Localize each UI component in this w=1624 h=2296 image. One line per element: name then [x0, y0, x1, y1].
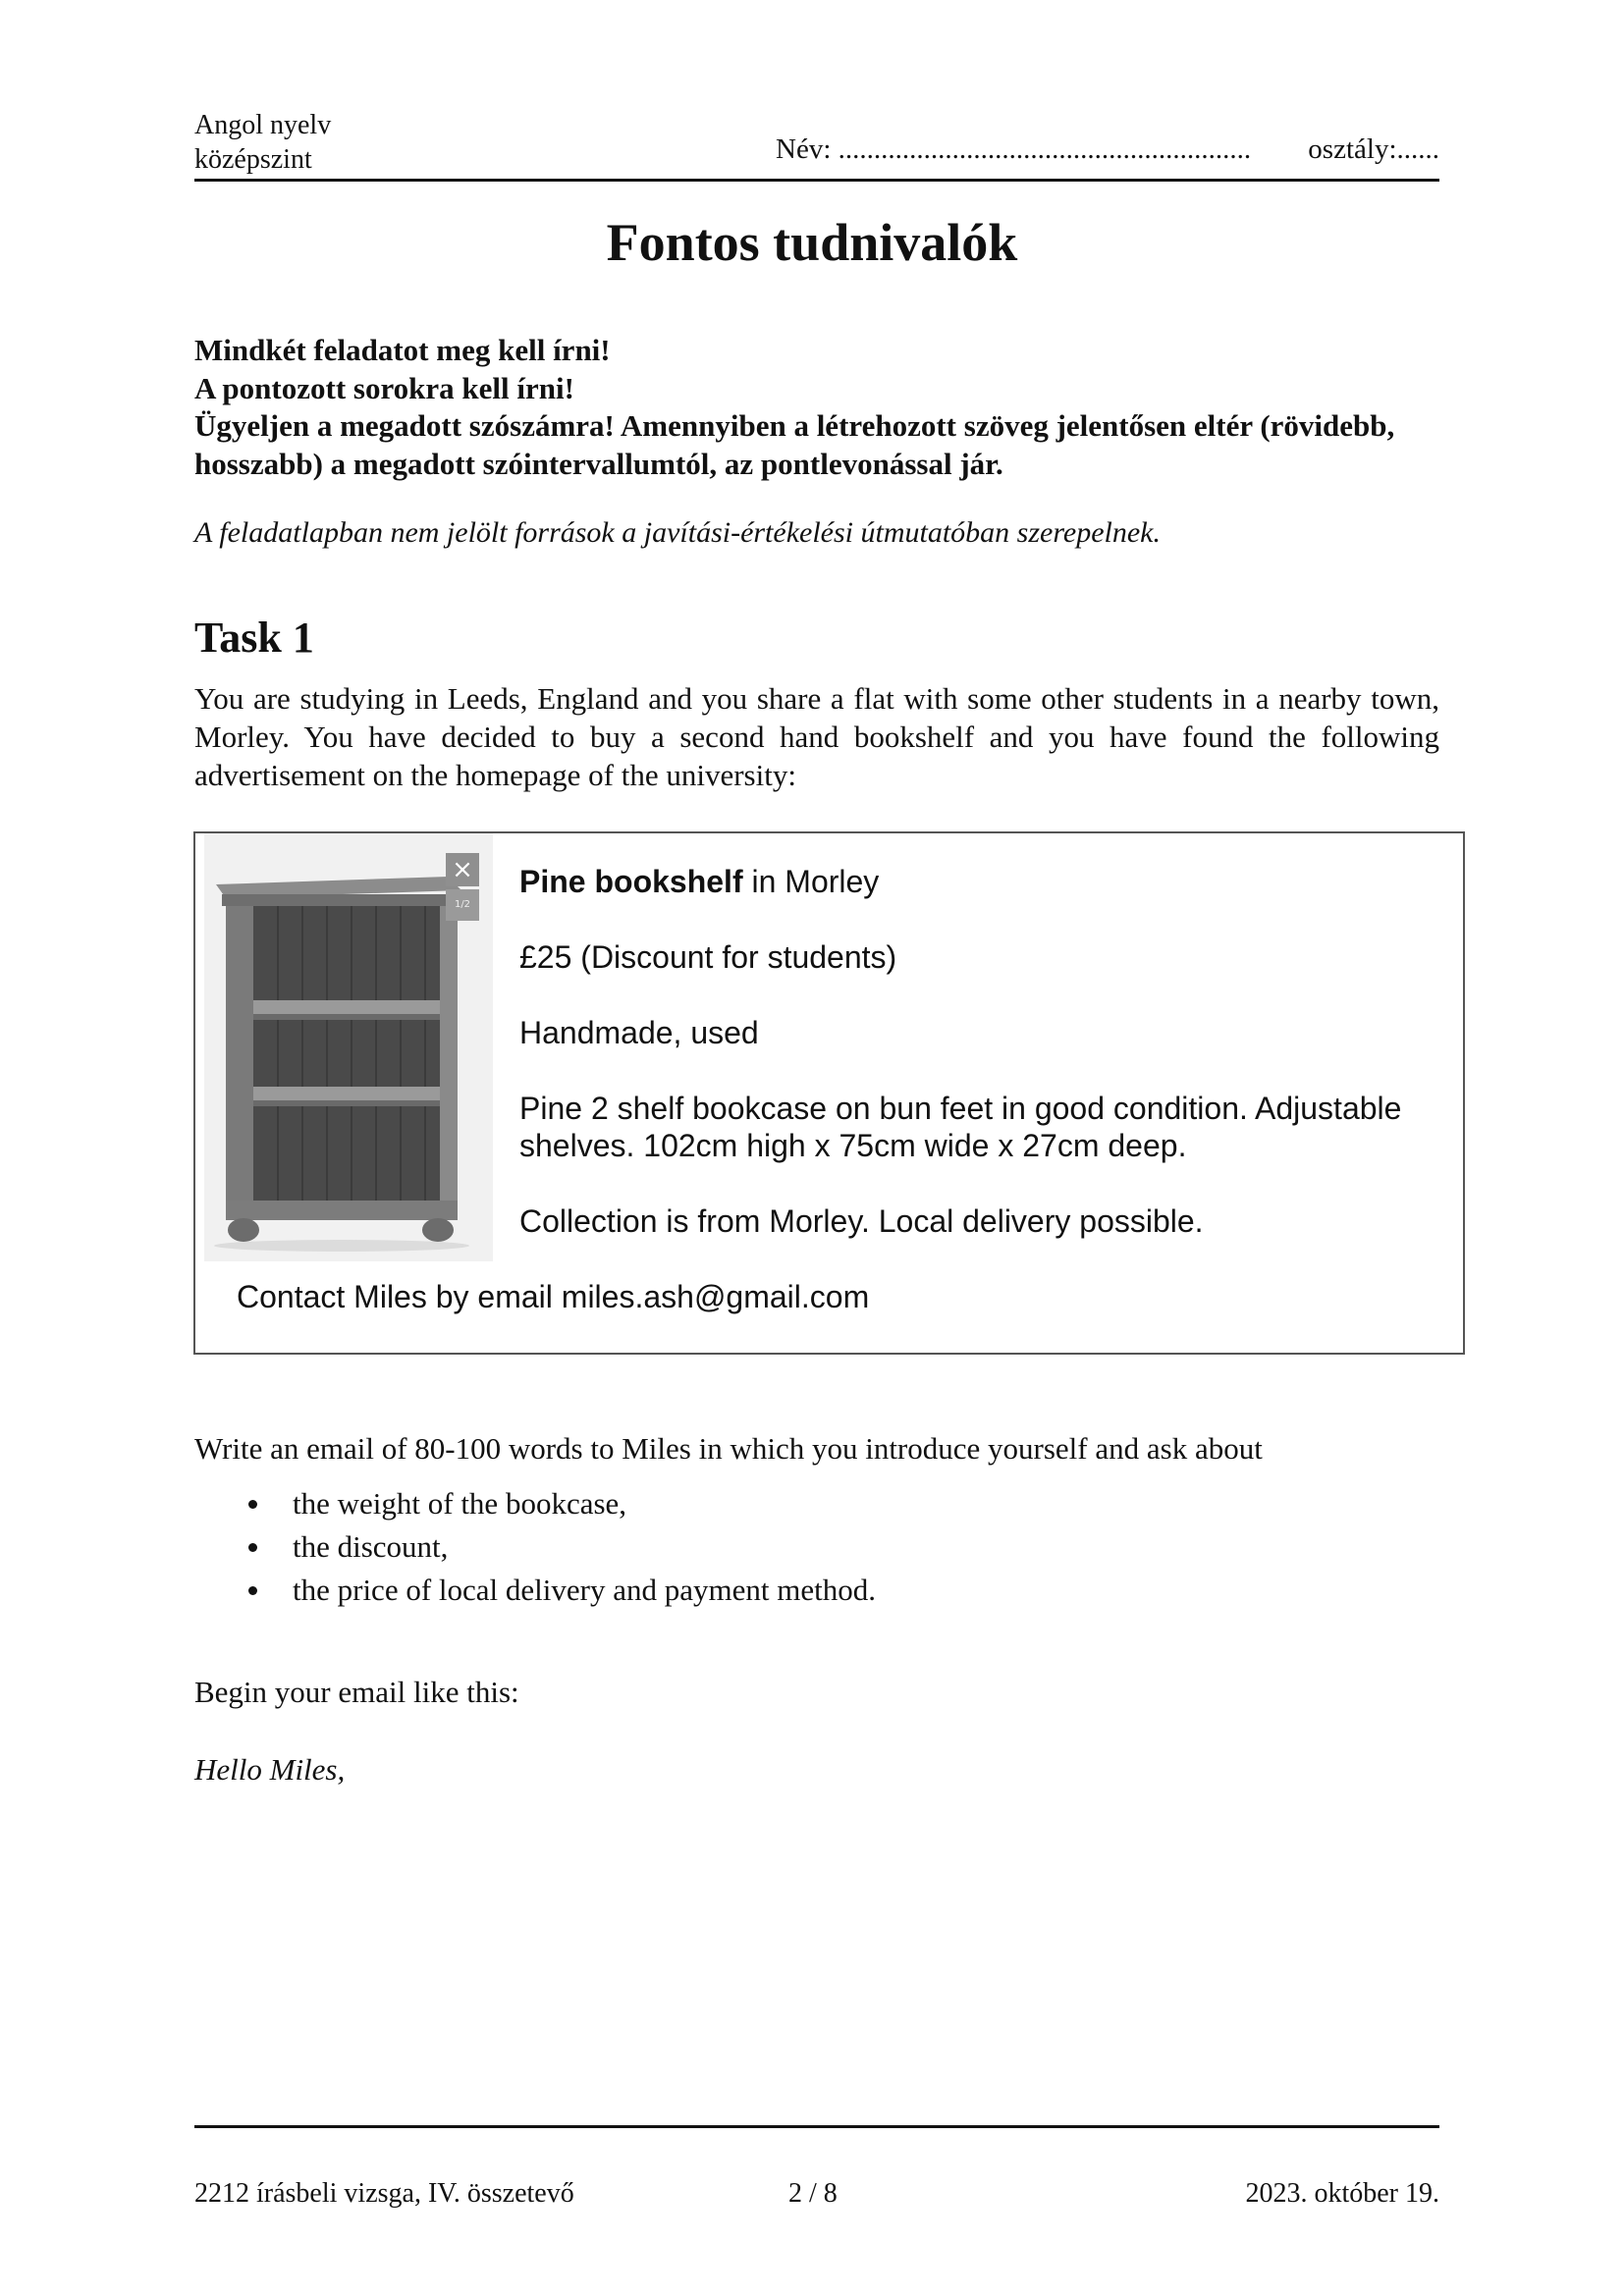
advert-title-bold: Pine bookshelf: [519, 864, 743, 899]
email-greeting: Hello Miles,: [194, 1752, 346, 1787]
instruction-1: Mindkét feladatot meg kell írni!: [194, 333, 611, 367]
advertisement-box: [193, 831, 1465, 1355]
name-field: Név: ..........................................................: [776, 133, 1252, 165]
sources-note: A feladatlapban nem jelölt források a javítási-értékelési útmutatóban szerepelnek.: [194, 516, 1161, 549]
writing-prompt: Write an email of 80-100 words to Miles in which you introduce yourself and ask about: [194, 1431, 1263, 1466]
list-item: [194, 1569, 876, 1612]
advert-price: £25 (Discount for students): [519, 939, 897, 975]
footer-date: 2023. október 19.: [1245, 2178, 1439, 2209]
header-rule: [194, 179, 1439, 182]
task-heading: Task 1: [194, 614, 314, 662]
subject-line-1: Angol nyelv: [194, 110, 332, 140]
point-text: the price of local delivery and payment method.: [293, 1573, 876, 1607]
advert-details: [519, 863, 1462, 1278]
begin-label: Begin your email like this:: [194, 1675, 519, 1709]
task-intro: You are studying in Leeds, England and you share a flat with some other students in a nearby town, Morley. You have decided to buy a second hand bookshelf and you have found the following advertisement on the homepage of the university:: [194, 681, 1439, 792]
advert-collection: Collection is from Morley. Local delivery possible.: [519, 1203, 1204, 1239]
point-text: the discount,: [293, 1529, 449, 1564]
advert-title: [519, 863, 1462, 900]
class-field: osztály:......: [1308, 133, 1439, 165]
bullet-icon: [248, 1500, 257, 1509]
bullet-icon: [248, 1586, 257, 1595]
subject-label: [194, 108, 331, 177]
footer-rule: [194, 2125, 1439, 2128]
point-text: the weight of the bookcase,: [293, 1486, 627, 1521]
close-icon[interactable]: ×: [446, 853, 479, 886]
bullet-icon: [248, 1543, 257, 1552]
advert-title-rest: in Morley: [742, 864, 880, 899]
subject-line-2: középszint: [194, 144, 312, 175]
instructions: [194, 332, 1439, 483]
list-item: [194, 1482, 876, 1525]
advert-condition: Handmade, used: [519, 1015, 759, 1050]
bookshelf-photo: [204, 833, 493, 1261]
instruction-2: A pontozott sorokra kell írni!: [194, 370, 574, 405]
list-item: [194, 1525, 876, 1569]
instruction-3: Ügyeljen a megadott szószámra! Amennyiben a létrehozott szöveg jelentősen eltér (rövidebb, hosszabb) a megadott szóintervallumtól, az pontlevonással jár.: [194, 408, 1395, 481]
advert-contact: Contact Miles by email miles.ash@gmail.com: [237, 1279, 870, 1314]
image-counter: 1/2: [446, 889, 479, 921]
advert-description: Pine 2 shelf bookcase on bun feet in good condition. Adjustable shelves. 102cm high x 75cm wide x 27cm deep.: [519, 1091, 1402, 1163]
page-number: 2 / 8: [788, 2178, 838, 2209]
page-title: Fontos tudnivalók: [606, 213, 1018, 272]
writing-points: [194, 1482, 876, 1612]
footer-exam: 2212 írásbeli vizsga, IV. összetevő: [194, 2178, 574, 2209]
